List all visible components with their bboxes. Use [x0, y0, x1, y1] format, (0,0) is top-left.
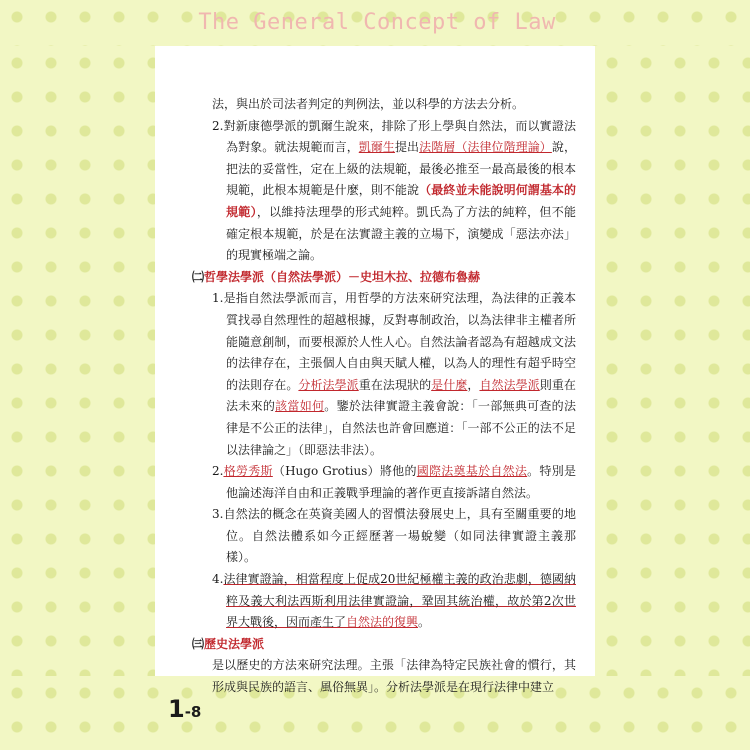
item-number: 1. — [212, 291, 224, 306]
running-header: The General Concept of Law — [198, 10, 556, 35]
highlight-text: 是什麼 — [431, 377, 468, 392]
item-number: 2. — [212, 118, 224, 133]
section-heading: ㈢歷史法學派 — [192, 636, 265, 651]
paragraph-continued: 法，與出於司法者判定的判例法，並以科學的方法去分析。 — [212, 97, 525, 111]
highlight-text: 國際法奠基於自然法 — [416, 464, 528, 479]
highlight-text: 自然法學派 — [479, 377, 540, 392]
highlight-text: 凱爾生 — [358, 140, 395, 155]
page-border-left — [0, 46, 155, 676]
highlight-text: 格勞秀斯 — [223, 464, 273, 479]
item-number: 2. — [212, 464, 224, 479]
underlined-text: 法律實證論，相當程度上促成20世紀極權主義的政治悲劇，德國納粹及義大利法西斯利用法律實證論，鞏固其統治權，故於第2次世界大戰後，因而產生了 — [223, 572, 576, 630]
list-item-4: 4.法律實證論，相當程度上促成20世紀極權主義的政治悲劇，德國納粹及義大利法西斯利用法律實證論，鞏固其統治權，故於第2次世界大戰後，因而產生了自然法的復興。 — [212, 572, 576, 630]
highlight-text: （最終並未能說明何謂基本的規範） — [226, 183, 576, 219]
highlight-text: 法階層（法律位階理論） — [419, 140, 552, 155]
highlight-text: 該當如何 — [275, 399, 325, 414]
list-item-1: 1.是指自然法學派而言，用哲學的方法來研究法理，為法律的正義本質找尋自然理性的超越根據，反對專制政治，以為法律非主權者所能隨意創制，而要根源於人性人心。自然法論者認為有超越成文法的法律存在，主張個人自由與天賦人權，以為人的理性有超乎時空的法則存在。分析法學派重在法現狀的是什麼，自然法學派則重在法未來的該當如何。鑒於法律實證主義會說：「一部無典可查的法律是不公正的法律」，自然法也許會回應道：「一部不公正的法不足以法律論之」（即惡法非法）。 — [212, 291, 576, 457]
list-item-2: 2.對新康德學派的凱爾生說來，排除了形上學與自然法，而以實證法為對象。就法規範而言，凱爾生提出法階層（法律位階理論）說，把法的妥當性，定在上級的法規範，最後必推至一最高最後的根本規範，此根本規範是什麼，則不能說（最終並未能說明何謂基本的規範），以維持法理學的形式純粹。凱氏為了方法的純粹，但不能確定根本規範，於是在法實證主義的立場下，演變成「惡法亦法」的現實極端之論。 — [212, 118, 576, 263]
page-border-right — [595, 46, 750, 676]
page-content — [192, 94, 576, 699]
page-number: 1-8 — [168, 695, 202, 723]
item-number: 4. — [212, 572, 224, 587]
paragraph: 是以歷史的方法來研究法理。主張「法律為特定民族社會的慣行，其形成與民族的語言、風俗無異」。分析法學派是在現行法律中建立 — [212, 658, 576, 695]
item-number: 3. — [212, 507, 224, 522]
section-heading: ㈡哲學法學派（自然法學派）－史坦木拉、拉德布魯赫 — [192, 269, 481, 284]
highlight-text: 分析法學派 — [298, 377, 359, 392]
list-item-3: 3.自然法的概念在英資美國人的習慣法發展史上，具有至關重要的地位。自然法體系如今正經歷著一場蛻變（如同法律實證主義那樣）。 — [212, 507, 576, 565]
list-item-2: 2.格勞秀斯（Hugo Grotius）將他的國際法奠基於自然法。特別是他論述海洋自由和正義戰爭理論的著作更直接訴諸自然法。 — [212, 464, 576, 500]
highlight-text: 自然法的復興 — [346, 615, 419, 630]
